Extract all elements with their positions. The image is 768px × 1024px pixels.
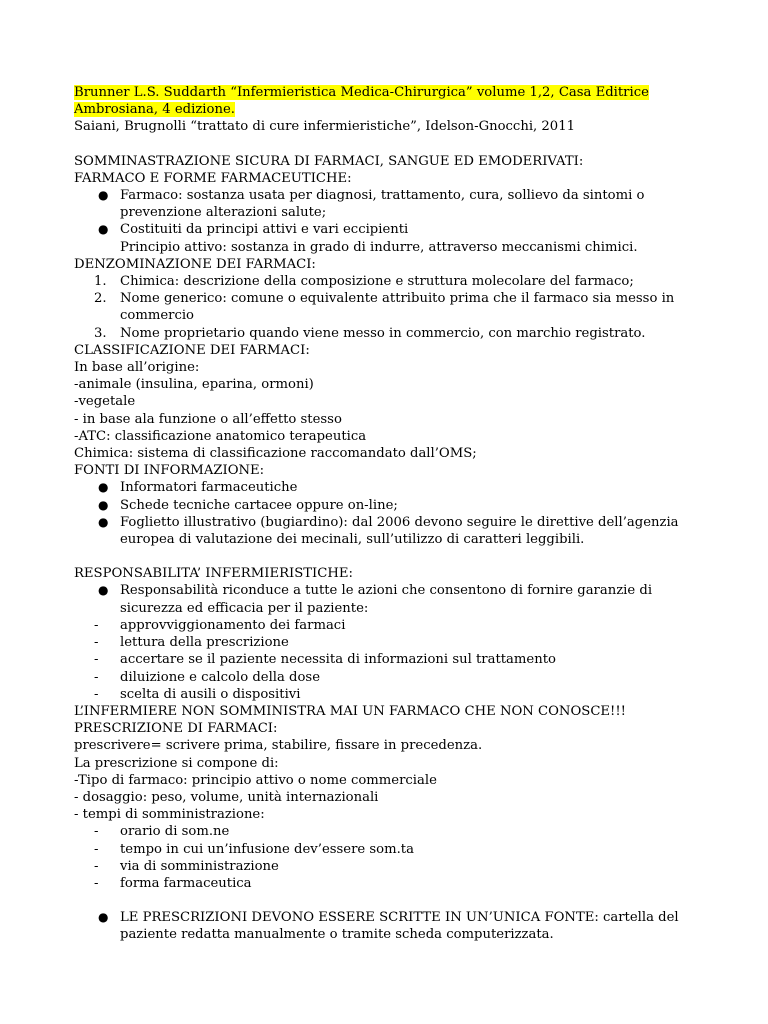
text-line: - dosaggio: peso, volume, unità internazionali xyxy=(74,789,379,805)
bullet-icon: ● xyxy=(98,514,109,529)
item-text: Foglietto illustrativo (bugiardino): dal 2006 devono seguire le direttive dell’agenzia xyxy=(120,514,679,530)
item-number: 1. xyxy=(94,274,107,290)
item-text: Principio attivo: sostanza in grado di indurre, attraverso meccanismi chimici. xyxy=(120,239,638,255)
item-text: LE PRESCRIZIONI DEVONO ESSERE SCRITTE IN UN’UNICA FONTE: cartella del xyxy=(120,910,679,926)
item-text: europea di valutazione dei mecinali, sull’utilizzo di caratteri leggibili. xyxy=(120,532,585,548)
text-line: - tempi di somministrazione: xyxy=(74,807,265,823)
dash-marker: - xyxy=(94,858,99,874)
dash-marker: - xyxy=(94,635,99,651)
item-text: prevenzione alterazioni salute; xyxy=(120,205,327,221)
dash-item xyxy=(74,841,728,858)
item-text: tempo in cui un’infusione dev’essere som.ta xyxy=(120,841,414,857)
item-text: Responsabilità riconduce a tutte le azioni che consentono di fornire garanzie di xyxy=(120,583,653,599)
item-text: scelta di ausili o dispositivi xyxy=(120,686,301,702)
text-line: -animale (insulina, eparina, ormoni) xyxy=(74,377,314,393)
reference-line-highlighted: Brunner L.S. Suddarth “Infermieristica Medica-Chirurgica” volume 1,2, Casa Editrice xyxy=(74,85,649,100)
dash-marker: - xyxy=(94,686,99,702)
reference-line-highlighted: Ambrosiana, 4 edizione. xyxy=(74,102,235,118)
item-text: Nome generico: comune o equivalente attribuito prima che il farmaco sia messo in xyxy=(120,291,675,307)
dash-marker: - xyxy=(94,841,99,857)
item-text: Schede tecniche cartacee oppure on-line; xyxy=(120,497,398,513)
bullet-icon: ● xyxy=(98,910,109,925)
section-heading: DENZOMINAZIONE DEI FARMACI: xyxy=(74,256,316,272)
item-number: 3. xyxy=(94,325,107,341)
dash-item xyxy=(74,875,728,892)
section-heading: FARMACO E FORME FARMACEUTICHE: xyxy=(74,170,352,186)
dash-item xyxy=(74,686,728,703)
dash-item xyxy=(74,634,728,651)
spacer xyxy=(74,136,728,153)
item-text: lettura della prescrizione xyxy=(120,635,289,651)
item-text: Nome proprietario quando viene messo in commercio, con marchio registrato. xyxy=(120,325,646,341)
bullet-icon: ● xyxy=(98,188,109,203)
section-heading: CLASSIFICAZIONE DEI FARMACI: xyxy=(74,342,310,358)
item-text: forma farmaceutica xyxy=(120,875,252,891)
text-line: - in base ala funzione o all’effetto stesso xyxy=(74,411,342,427)
dash-marker: - xyxy=(94,652,99,668)
text-line: La prescrizione si compone di: xyxy=(74,755,279,771)
section-heading: FONTI DI INFORMAZIONE: xyxy=(74,463,265,479)
bullet-item xyxy=(74,497,728,514)
item-text: Chimica: descrizione della composizione e struttura molecolare del farmaco; xyxy=(120,274,634,290)
dash-marker: - xyxy=(94,669,99,685)
text-line: prescrivere= scrivere prima, stabilire, fissare in precedenza. xyxy=(74,738,483,754)
section-heading: PRESCRIZIONE DI FARMACI: xyxy=(74,721,278,737)
warning-line: L’INFERMIERE NON SOMMINISTRA MAI UN FARMACO CHE NON CONOSCE!!! xyxy=(74,703,626,719)
dash-marker: - xyxy=(94,824,99,840)
item-text: via di somministrazione xyxy=(120,858,279,874)
item-text: Informatori farmaceutiche xyxy=(120,480,298,496)
item-text: Costituiti da principi attivi e vari eccipienti xyxy=(120,222,409,238)
section-heading: RESPONSABILITA’ INFERMIERISTICHE: xyxy=(74,566,353,582)
reference-block xyxy=(74,84,728,136)
numbered-item xyxy=(74,290,728,324)
dash-item xyxy=(74,823,728,840)
bullet-item xyxy=(74,479,728,496)
item-text: commercio xyxy=(120,308,194,324)
numbered-item xyxy=(74,325,728,342)
bullet-item xyxy=(74,187,728,221)
text-line: In base all’origine: xyxy=(74,360,200,376)
dash-item xyxy=(74,651,728,668)
item-number: 2. xyxy=(94,291,107,307)
text-line: -Tipo di farmaco: principio attivo o nome commerciale xyxy=(74,772,437,788)
bullet-item xyxy=(74,514,728,548)
spacer xyxy=(74,892,728,909)
bullet-item xyxy=(74,221,728,255)
bullet-icon: ● xyxy=(98,480,109,495)
dash-item xyxy=(74,617,728,634)
dash-marker: - xyxy=(94,875,99,891)
section-heading: SOMMINASTRAZIONE SICURA DI FARMACI, SANGUE ED EMODERIVATI: xyxy=(74,153,584,169)
reference-line: Saiani, Brugnolli “trattato di cure infermieristiche”, Idelson-Gnocchi, 2011 xyxy=(74,119,575,135)
item-text: diluizione e calcolo della dose xyxy=(120,669,321,685)
item-text: approvviggionamento dei farmaci xyxy=(120,617,346,633)
dash-item xyxy=(74,669,728,686)
dash-item xyxy=(74,858,728,875)
item-text: orario di som.ne xyxy=(120,824,230,840)
bullet-icon: ● xyxy=(98,583,109,598)
bullet-item xyxy=(74,909,728,943)
text-line: -ATC: classificazione anatomico terapeutica xyxy=(74,428,367,444)
item-text: Farmaco: sostanza usata per diagnosi, trattamento, cura, sollievo da sintomi o xyxy=(120,188,645,204)
item-text: paziente redatta manualmente o tramite scheda computerizzata. xyxy=(120,927,554,943)
bullet-icon: ● xyxy=(98,497,109,512)
text-line: -vegetale xyxy=(74,394,136,410)
item-text: accertare se il paziente necessita di informazioni sul trattamento xyxy=(120,652,556,668)
numbered-item xyxy=(74,273,728,290)
bullet-item xyxy=(74,582,728,616)
item-text: sicurezza ed efficacia per il paziente: xyxy=(120,600,369,616)
dash-marker: - xyxy=(94,617,99,633)
bullet-icon: ● xyxy=(98,222,109,237)
spacer xyxy=(74,548,728,565)
text-line: Chimica: sistema di classificazione raccomandato dall’OMS; xyxy=(74,446,477,462)
